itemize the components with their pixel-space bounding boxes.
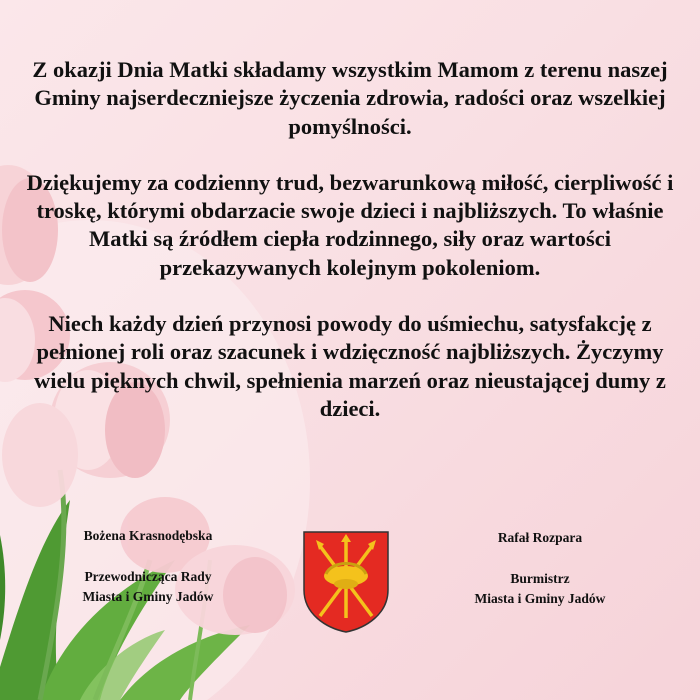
- signer-left-name: Bożena Krasnodębska: [83, 528, 213, 543]
- greeting-paragraph-1: Z okazji Dnia Matki składamy wszystkim Mamom z terenu naszej Gminy najserdeczniejsze życzenia zdrowia, radości oraz wszelkiej pomyślności.: [32, 57, 668, 139]
- greeting-message: [20, 56, 680, 451]
- signer-left-role: Przewodnicząca Rady: [84, 569, 212, 584]
- greeting-paragraph-3: Niech każdy dzień przynosi powody do uśmiechu, satysfakcję z pełnionej roli oraz szacunek i wdzięczność najbliższych. Życzymy wielu pięknych chwil, spełnienia marzeń oraz nieustającej dumy z dzieci.: [34, 311, 666, 421]
- coat-of-arms-icon: [302, 530, 390, 634]
- signer-right-name: Rafał Rozpara: [497, 530, 583, 545]
- signature-footer: [0, 520, 700, 700]
- signer-left-office: Miasta i Gminy Jadów: [82, 589, 214, 604]
- signer-left: [18, 526, 278, 607]
- signer-right-role: Burmistrz: [510, 571, 570, 586]
- signer-right-office: Miasta i Gminy Jadów: [474, 591, 606, 606]
- greeting-paragraph-2: Dziękujemy za codzienny trud, bezwarunkową miłość, cierpliwość i troskę, którymi obdarzacie swoje dzieci i najbliższych. To właśnie Matki są źródłem ciepła rodzinnego, siły oraz wartości przekazywanych kolejnym pokoleniom.: [26, 169, 674, 280]
- signer-right: [410, 528, 670, 609]
